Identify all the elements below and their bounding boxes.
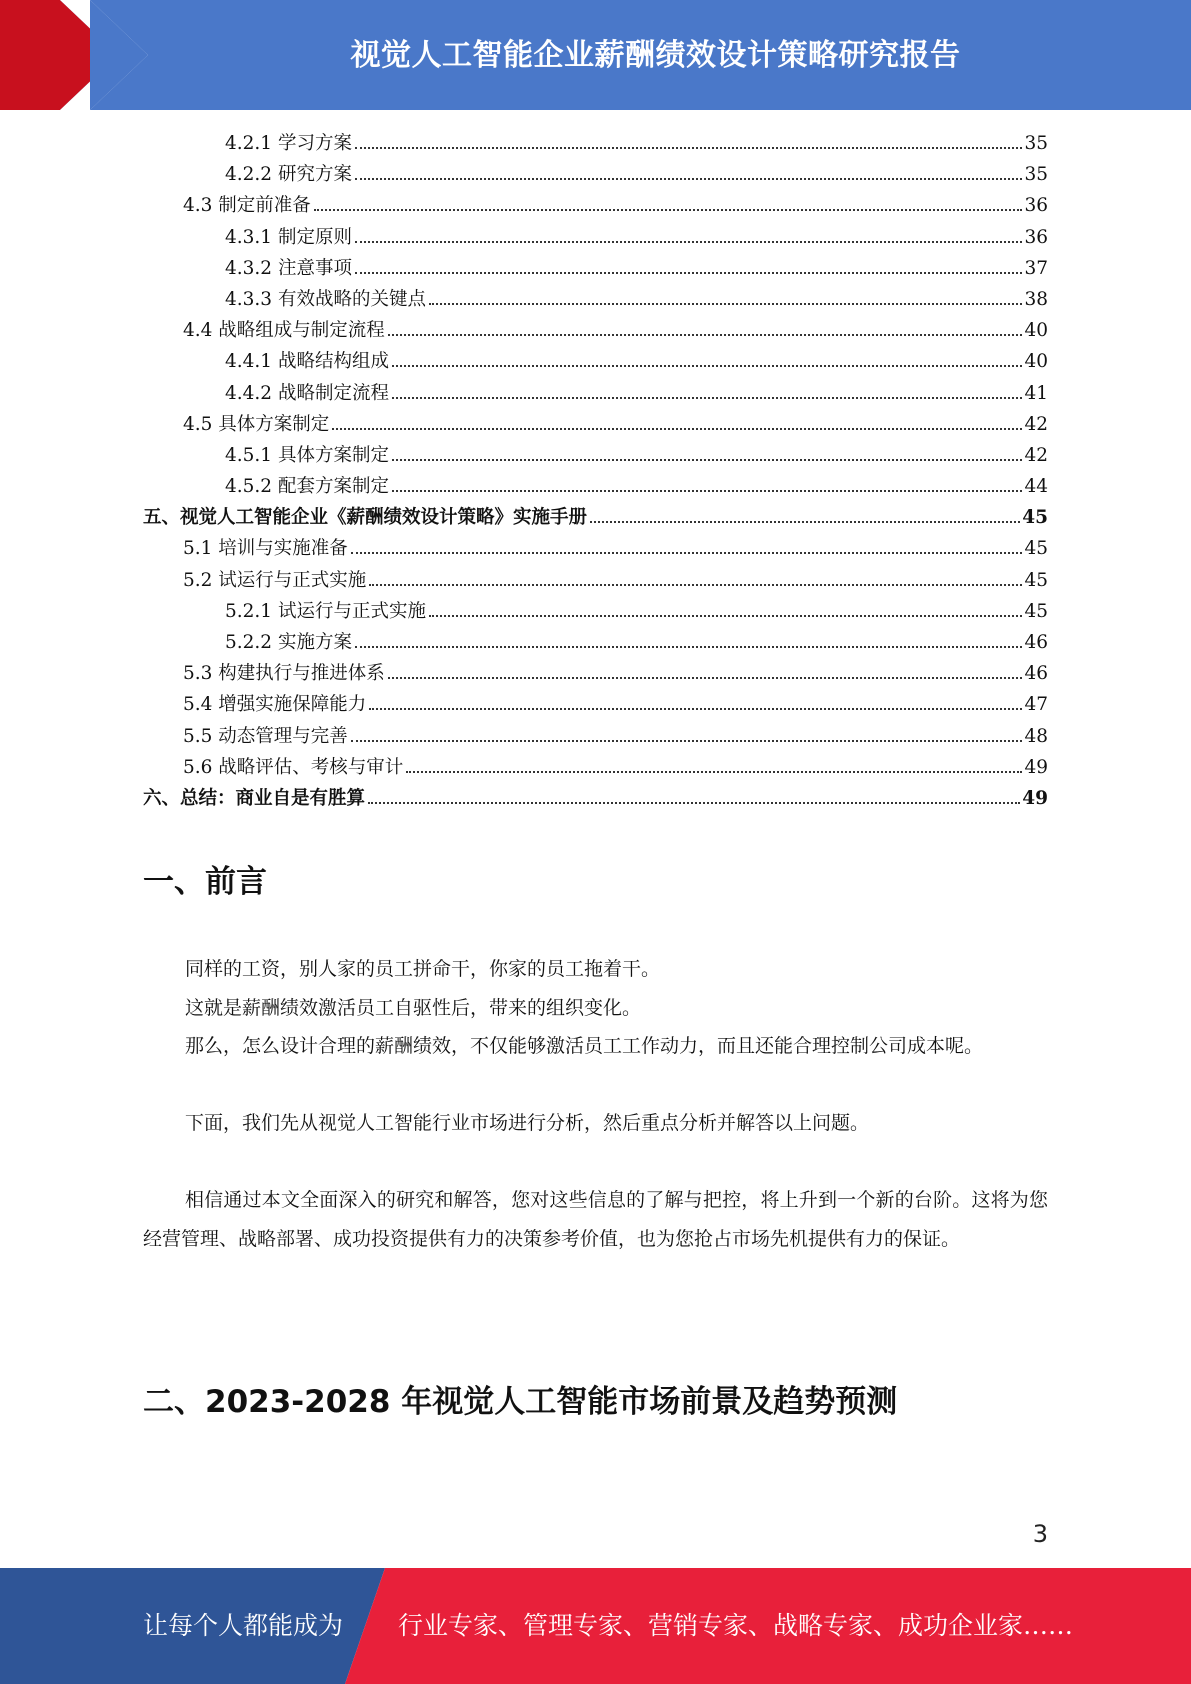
toc-dot-leader xyxy=(369,583,1022,586)
toc-entry-page: 37 xyxy=(1024,257,1048,279)
toc-entry-label: 5.2 试运行与正式实施 xyxy=(183,569,367,591)
toc-entry-page: 44 xyxy=(1024,476,1048,498)
toc-entry[interactable] xyxy=(143,346,1048,377)
toc-entry-label: 4.5 具体方案制定 xyxy=(183,413,330,435)
toc-dot-leader xyxy=(392,458,1022,461)
toc-dot-leader xyxy=(429,302,1022,305)
toc-entry-label: 4.4.2 战略制定流程 xyxy=(225,382,389,404)
section-heading-preface: 一、前言 xyxy=(143,864,267,900)
toc-dot-leader xyxy=(314,208,1023,211)
page-footer xyxy=(0,1568,1191,1684)
toc-entry-label: 六、总结：商业自是有胜算 xyxy=(143,787,366,809)
toc-entry-page: 41 xyxy=(1024,382,1048,404)
toc-entry-page: 49 xyxy=(1024,756,1048,778)
toc-entry-page: 36 xyxy=(1024,226,1048,248)
toc-entry-page: 45 xyxy=(1022,507,1048,529)
toc-dot-leader xyxy=(388,333,1023,336)
table-of-contents xyxy=(143,128,1048,814)
toc-entry-page: 48 xyxy=(1024,725,1048,747)
toc-entry-page: 42 xyxy=(1024,444,1048,466)
toc-entry-page: 49 xyxy=(1022,787,1048,809)
toc-dot-leader xyxy=(355,240,1023,243)
toc-entry[interactable] xyxy=(143,502,1048,533)
toc-entry-label: 5.3 构建执行与推进体系 xyxy=(183,663,385,685)
toc-dot-leader xyxy=(355,645,1023,648)
toc-entry[interactable] xyxy=(143,627,1048,658)
toc-entry[interactable] xyxy=(143,596,1048,627)
paragraph: 下面，我们先从视觉人工智能行业市场进行分析，然后重点分析并解答以上问题。 xyxy=(185,1112,870,1134)
toc-entry-page: 35 xyxy=(1024,133,1048,154)
toc-entry[interactable] xyxy=(143,409,1048,440)
toc-entry[interactable] xyxy=(143,159,1048,190)
toc-entry[interactable] xyxy=(143,752,1048,783)
paragraph-gap xyxy=(143,1066,1048,1105)
toc-entry-label: 5.4 增强实施保障能力 xyxy=(183,694,367,716)
toc-entry-page: 45 xyxy=(1024,538,1048,560)
toc-dot-leader xyxy=(355,146,1023,149)
toc-dot-leader xyxy=(355,177,1023,180)
toc-entry-label: 4.3 制定前准备 xyxy=(183,195,311,217)
toc-entry[interactable] xyxy=(143,783,1048,814)
preface-body xyxy=(143,950,1048,1258)
toc-entry-label: 4.3.2 注意事项 xyxy=(225,257,352,279)
toc-entry-label: 5.1 培训与实施准备 xyxy=(183,538,348,560)
toc-entry[interactable] xyxy=(143,565,1048,596)
toc-entry-label: 五、视觉人工智能企业《薪酬绩效设计策略》实施手册 xyxy=(143,507,588,529)
toc-entry[interactable] xyxy=(143,315,1048,346)
toc-entry-page: 46 xyxy=(1024,632,1048,653)
paragraph: 同样的工资，别人家的员工拼命干，你家的员工拖着干。 xyxy=(185,958,661,980)
toc-entry[interactable] xyxy=(143,190,1048,221)
toc-dot-leader xyxy=(369,707,1022,710)
toc-dot-leader xyxy=(332,427,1022,430)
toc-entry-page: 40 xyxy=(1024,320,1048,342)
toc-dot-leader xyxy=(392,396,1022,399)
toc-dot-leader xyxy=(351,739,1023,742)
toc-entry-label: 4.2.1 学习方案 xyxy=(225,133,352,154)
toc-entry[interactable] xyxy=(143,378,1048,409)
toc-entry-label: 5.2.1 试运行与正式实施 xyxy=(225,600,426,622)
toc-entry-label: 5.2.2 实施方案 xyxy=(225,632,352,653)
toc-entry-label: 4.3.1 制定原则 xyxy=(225,226,352,248)
toc-dot-leader xyxy=(392,489,1022,492)
toc-dot-leader xyxy=(392,364,1022,367)
toc-dot-leader xyxy=(388,676,1023,679)
toc-entry-page: 47 xyxy=(1024,694,1048,716)
toc-entry-page: 45 xyxy=(1024,600,1048,622)
toc-entry[interactable] xyxy=(143,440,1048,471)
page-header xyxy=(0,0,1191,110)
toc-entry[interactable] xyxy=(143,658,1048,689)
report-title: 视觉人工智能企业薪酬绩效设计策略研究报告 xyxy=(350,38,961,73)
toc-dot-leader xyxy=(351,551,1023,554)
toc-dot-leader xyxy=(429,614,1022,617)
toc-entry[interactable] xyxy=(143,222,1048,253)
toc-entry[interactable] xyxy=(143,284,1048,315)
footer-slogan-right: 行业专家、管理专家、营销专家、战略专家、成功企业家…… xyxy=(398,1611,1074,1640)
toc-dot-leader xyxy=(406,770,1022,773)
toc-entry[interactable] xyxy=(143,471,1048,502)
toc-entry-page: 42 xyxy=(1024,413,1048,435)
toc-entry-label: 5.6 战略评估、考核与审计 xyxy=(183,756,404,778)
toc-entry-page: 38 xyxy=(1024,288,1048,310)
toc-entry-page: 40 xyxy=(1024,351,1048,373)
page-number: 3 xyxy=(1032,1520,1048,1548)
toc-entry-page: 36 xyxy=(1024,195,1048,217)
toc-entry-page: 35 xyxy=(1024,164,1048,186)
toc-entry[interactable] xyxy=(143,533,1048,564)
toc-entry-page: 45 xyxy=(1024,569,1048,591)
paragraph-gap xyxy=(143,1143,1048,1182)
footer-slogan-left: 让每个人都能成为 xyxy=(143,1611,344,1640)
paragraph: 这就是薪酬绩效激活员工自驱性后，带来的组织变化。 xyxy=(185,996,642,1019)
paragraph: 那么，怎么设计合理的薪酬绩效，不仅能够激活员工工作动力，而且还能合理控制公司成本呢。 xyxy=(185,1035,984,1057)
paragraph: 相信通过本文全面深入的研究和解答，您对这些信息的了解与把控，将上升到一个新的台阶。这将为您经营管理、战略部署、成功投资提供有力的决策参考价值，也为您抢占市场先机提供有力的保证。 xyxy=(143,1189,1048,1250)
toc-dot-leader xyxy=(355,271,1023,274)
toc-dot-leader xyxy=(590,520,1020,523)
toc-entry[interactable] xyxy=(143,721,1048,752)
toc-entry-label: 4.5.2 配套方案制定 xyxy=(225,476,389,498)
toc-entry-label: 4.5.1 具体方案制定 xyxy=(225,444,389,466)
section-heading-market-forecast: 二、2023-2028 年视觉人工智能市场前景及趋势预测 xyxy=(143,1384,898,1420)
toc-entry-label: 5.5 动态管理与完善 xyxy=(183,725,348,747)
toc-entry[interactable] xyxy=(143,253,1048,284)
toc-entry-page: 46 xyxy=(1024,663,1048,685)
toc-entry[interactable] xyxy=(143,128,1048,159)
toc-entry[interactable] xyxy=(143,689,1048,720)
toc-entry-label: 4.3.3 有效战略的关键点 xyxy=(225,288,426,310)
toc-entry-label: 4.2.2 研究方案 xyxy=(225,164,352,186)
toc-entry-label: 4.4.1 战略结构组成 xyxy=(225,351,389,373)
toc-entry-label: 4.4 战略组成与制定流程 xyxy=(183,320,385,342)
toc-dot-leader xyxy=(368,801,1020,804)
